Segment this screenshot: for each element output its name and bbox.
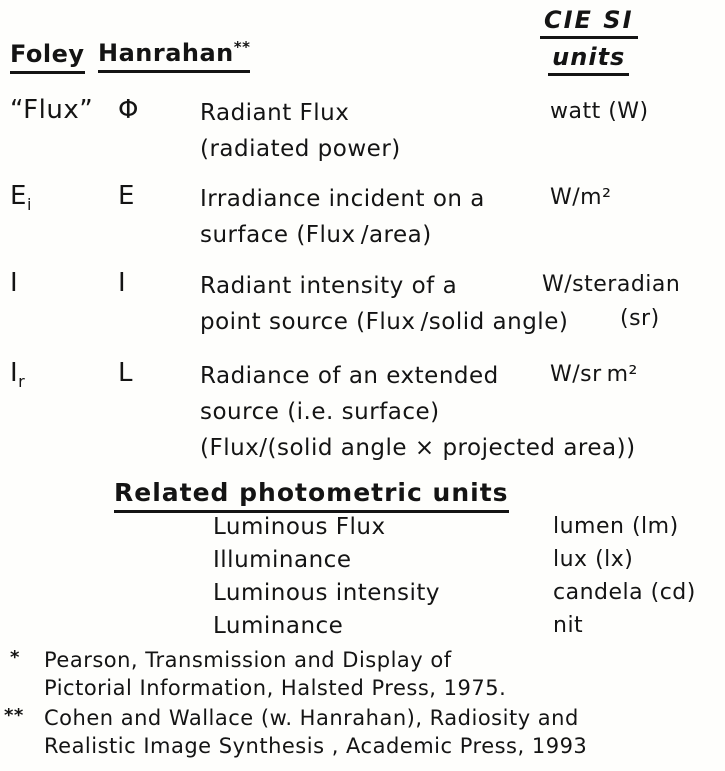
footnote-text <box>44 646 506 702</box>
description-line: source (i.e. surface) <box>200 399 440 425</box>
unit-line: W/m² <box>550 185 612 210</box>
description-line: surface (Flux /area) <box>200 222 432 248</box>
hanrahan-symbol: E <box>118 181 135 211</box>
unit-line: W/sr m² <box>550 362 638 387</box>
unit-line: watt (W) <box>550 99 649 124</box>
footnote-pearson <box>10 646 506 702</box>
footnote-line: Pearson, Transmission and Display of <box>44 648 452 672</box>
si-unit <box>542 268 717 336</box>
foley-symbol: I <box>10 268 19 298</box>
foley-symbol: $I_r$ <box>10 358 26 392</box>
footnote-marker: * <box>10 647 20 668</box>
cie-si-label: CIE SI <box>540 6 638 39</box>
hanrahan-symbol: L <box>118 358 133 388</box>
photometric-quantity: Illuminance <box>213 547 352 573</box>
unit-line: (sr) <box>620 306 660 331</box>
description-line: point source (Flux /solid angle) <box>200 309 569 335</box>
column-header-hanrahan <box>98 38 250 73</box>
foley-symbol: “Flux” <box>10 95 94 125</box>
description-line: Radiant intensity of a <box>200 273 458 299</box>
photometric-quantity: Luminance <box>213 613 344 639</box>
list-item <box>0 547 725 580</box>
si-unit <box>550 358 725 392</box>
photometric-unit: lumen (lm) <box>553 514 679 539</box>
photometric-section-title: Related photometric units <box>114 478 509 513</box>
list-item <box>0 514 725 547</box>
units-label: units <box>548 43 629 76</box>
photometric-quantity: Luminous intensity <box>213 580 441 606</box>
hanrahan-footnote-marker: ** <box>233 38 251 56</box>
si-unit <box>550 181 725 215</box>
cie-si-units-header <box>540 6 638 76</box>
footnote-text <box>44 704 587 760</box>
footnote-marker: ** <box>4 705 24 726</box>
footnote-line: Cohen and Wallace (w. Hanrahan), Radiosity and <box>44 706 579 730</box>
hanrahan-symbol: I <box>118 268 127 298</box>
photometric-unit: lux (lx) <box>553 547 634 572</box>
description-line: Irradiance incident on a <box>200 186 485 212</box>
foley-symbol: $E_i$ <box>10 181 32 215</box>
hanrahan-label: Hanrahan <box>98 39 234 67</box>
photometric-units-list <box>0 514 725 646</box>
unit-line: W/steradian <box>542 272 681 297</box>
photometric-unit: candela (cd) <box>553 580 696 605</box>
column-header-foley: Foley <box>10 40 85 74</box>
photometric-quantity: Luminous Flux <box>213 514 386 540</box>
description-line: (Flux/(solid angle × projected area)) <box>200 435 636 461</box>
description-line: (radiated power) <box>200 136 401 162</box>
hanrahan-symbol: Φ <box>118 95 139 125</box>
footnote-line: Pictorial Information, Halsted Press, 1975. <box>44 676 507 700</box>
photometric-unit: nit <box>553 613 584 638</box>
list-item <box>0 580 725 613</box>
footnote-cohen-wallace <box>4 704 587 760</box>
list-item <box>0 613 725 646</box>
footnote-line: Realistic Image Synthesis , Academic Press, 1993 <box>44 734 588 758</box>
si-unit <box>550 95 725 129</box>
description-line: Radiance of an extended <box>200 363 499 389</box>
description-line: Radiant Flux <box>200 100 350 126</box>
